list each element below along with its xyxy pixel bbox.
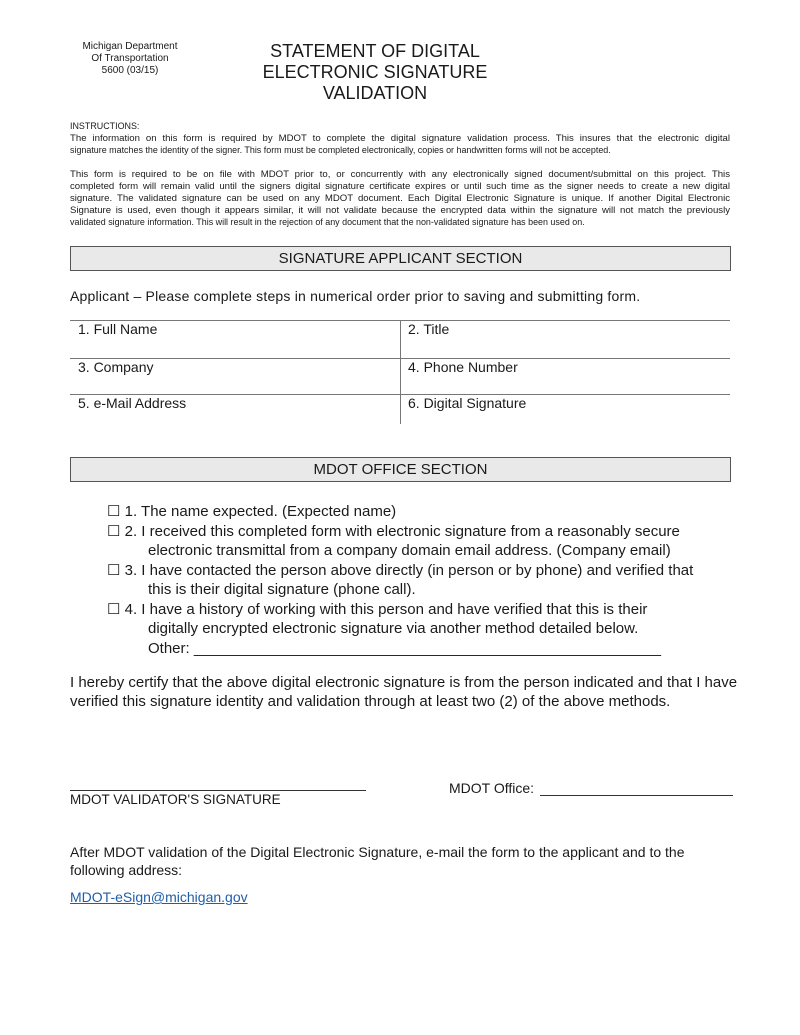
instructions	[70, 121, 730, 157]
agency-name-line2: Of Transportation	[91, 53, 169, 64]
checklist-item-4[interactable]	[107, 600, 693, 620]
checkbox[interactable]: ☐	[107, 561, 121, 579]
instructions-line: completed form will remain valid until the signers digital signature certificate expires or until such time as the signer needs to create a new digital	[70, 181, 730, 192]
form-number: 5600 (03/15)	[101, 65, 159, 76]
instructions-paragraph-2	[70, 169, 730, 229]
validator-signature-line[interactable]	[70, 790, 366, 791]
applicant-note: Applicant – Please complete steps in numerical order prior to saving and submitting form.	[70, 288, 641, 304]
title-field[interactable]: 2. Title	[408, 321, 450, 337]
mdot-office-field[interactable]	[540, 795, 733, 796]
full-name-field[interactable]: 1. Full Name	[78, 321, 158, 337]
instructions-line: This form is required to be on file with MDOT prior to, or concurrently with any electronically signed document/submittal on this project. This	[70, 169, 730, 180]
office-section-header: MDOT OFFICE SECTION	[70, 457, 731, 482]
title-line: STATEMENT OF DIGITAL	[270, 41, 480, 61]
office-checklist	[107, 502, 693, 658]
checklist-text: digitally encrypted electronic signature via another method detailed below.	[148, 620, 639, 637]
digital-signature-field[interactable]: 6. Digital Signature	[408, 395, 527, 411]
other-field[interactable]: Other: ________________________________________________________	[148, 639, 662, 657]
company-field[interactable]: 3. Company	[78, 359, 154, 375]
checklist-text: 3. I have contacted the person above directly (in person or by phone) and verified that	[124, 561, 694, 579]
instructions-line: signature matches the identity of the signer. This form must be completed electronically, copies or handwritten forms will not be accepted.	[70, 145, 611, 156]
instructions-line: The information on this form is required by MDOT to complete the digital signature validation process. This insures that the electronic digital	[70, 133, 730, 144]
phone-number-field[interactable]: 4. Phone Number	[408, 359, 518, 375]
instructions-line: signature. The validated signature can be used on any MDOT document. Each Digital Electronic Signature is unique. If another Digital Electronic	[70, 193, 730, 204]
after-validation-text: After MDOT validation of the Digital Electronic Signature, e-mail the form to the applicant and to the following address:	[70, 844, 685, 878]
checklist-item-1[interactable]	[107, 502, 693, 522]
email-field[interactable]: 5. e-Mail Address	[78, 395, 187, 411]
agency-header	[60, 41, 200, 77]
checklist-text: 2. I received this completed form with electronic signature from a reasonably secure	[124, 522, 680, 540]
checklist-text: 4. I have a history of working with this person and have verified that this is their	[124, 600, 648, 618]
checklist-text: this is their digital signature (phone call).	[148, 581, 416, 598]
title-line: ELECTRONIC SIGNATURE	[262, 62, 488, 82]
applicant-fields-table	[70, 320, 730, 424]
agency-name-line1: Michigan Department	[82, 41, 178, 52]
mdot-office-label: MDOT Office:	[449, 780, 535, 796]
email-link[interactable]: MDOT-eSign@michigan.gov	[70, 889, 248, 905]
page-title	[230, 41, 520, 104]
title-line: VALIDATION	[322, 83, 428, 103]
instructions-heading: INSTRUCTIONS:	[70, 121, 140, 132]
certification-statement: I hereby certify that the above digital electronic signature is from the person indicated and that I have verified this signature identity and validation through at least two (2) of the above methods.	[70, 674, 738, 710]
instructions-line: validated signature information. This will result in the rejection of any document that the non-validated signature has been used on.	[70, 217, 585, 228]
checkbox[interactable]: ☐	[107, 522, 121, 540]
divider	[400, 320, 401, 424]
validator-signature-label: MDOT VALIDATOR'S SIGNATURE	[70, 792, 281, 807]
checklist-item-2[interactable]	[107, 522, 693, 542]
instructions-line: Signature is used, even though it appears similar, it will not validate because the encrypted data within the signature will not match the previously	[70, 205, 730, 216]
checklist-item-3[interactable]	[107, 561, 693, 581]
checklist-text: 1. The name expected. (Expected name)	[124, 503, 397, 520]
checklist-text: electronic transmittal from a company domain email address. (Company email)	[148, 542, 671, 559]
checkbox[interactable]: ☐	[107, 503, 121, 520]
checkbox[interactable]: ☐	[107, 600, 121, 618]
applicant-section-header: SIGNATURE APPLICANT SECTION	[70, 246, 731, 271]
